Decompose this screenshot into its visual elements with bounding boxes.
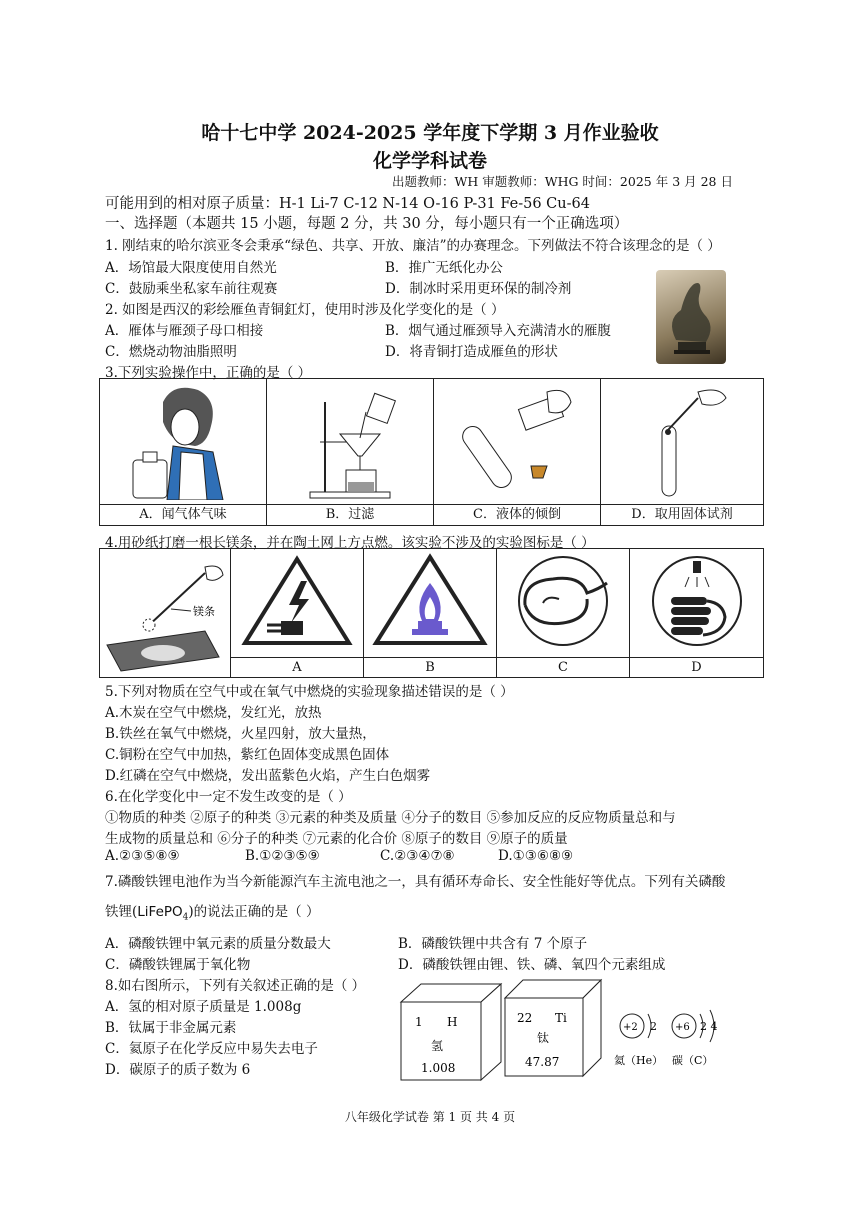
q2-option-a: A．雁体与雁颈子母口相接 [105,323,264,339]
q3-figure-table [99,378,764,526]
q3-cell-d [601,379,764,526]
he-label: 氦（He） [614,1054,664,1067]
q4-caption-c: C [497,658,630,678]
c-nucleus: +6 [675,1022,690,1033]
h-number: 1 [415,1015,423,1029]
q8-option-d: D．碳原子的质子数为 6 [105,1062,251,1078]
ti-symbol: Ti [555,1011,567,1025]
q1-option-c: C．鼓励乘坐私家车前往观赛 [105,281,278,297]
q4-cell-b [364,549,497,658]
q2-option-b: B．烟气通过雁颈导入充满清水的雁腹 [385,323,611,339]
liquid-pouring-illustration [437,382,597,500]
q7-option-b: B．磷酸铁锂中共含有 7 个原子 [398,936,588,952]
q4-caption-a: A [231,658,364,678]
q5-option-d: D.红磷在空气中燃烧，发出蓝紫色火焰，产生白色烟雾 [105,768,431,784]
atom-structure-figure [612,1006,732,1072]
q3-caption-d: D．取用固体试剂 [601,504,763,525]
q3-caption-b: B．过滤 [267,504,433,525]
q6-option-c: C.②③④⑦⑧ [380,848,455,864]
q4-cell-a [231,549,364,658]
q7-formula-sub: 4 [182,912,189,923]
q8-option-b: B．钛属于非金属元素 [105,1020,237,1036]
q1-option-b: B．推广无纸化办公 [385,260,503,276]
exam-meta: 出题教师：WH 审题教师：WHG 时间：2025 年 3 月 28 日 [392,174,733,189]
q4-caption-d: D [630,658,764,678]
solid-reagent-illustration [602,382,762,500]
q6-line1: ①物质的种类 ②原子的种类 ③元素的种类及质量 ④分子的数目 ⑤参加反应的反应物质量总和与 [105,810,676,826]
electricity-warning-icon [237,553,357,649]
q6-stem: 6.在化学变化中一定不发生改变的是（ ） [105,789,352,805]
q4-stem: 4.用砂纸打磨一根长镁条，并在陶土网上方点燃。该实验不涉及的实验图标是（ ） [105,535,595,551]
q5-stem: 5.下列对物质在空气中或在氧气中燃烧的实验现象描述错误的是（ ） [105,684,514,700]
he-nucleus: +2 [623,1022,638,1033]
q5-option-b: B.铁丝在氧气中燃烧，火星四射，放大量热， [105,726,376,742]
helium-atom [614,1014,663,1067]
q7-formula: LiFePO [137,904,183,920]
q7-option-c: C．磷酸铁锂属于氧化物 [105,957,251,973]
mg-label: 镁条 [193,605,215,618]
q3-caption-c: C．液体的倾倒 [434,504,600,525]
q1-option-a: A．场馆最大限度使用自然光 [105,260,277,276]
q5-option-a: A.木炭在空气中燃烧，发红光，放热 [105,705,322,721]
hot-surface-icon [503,553,623,649]
q2-stem: 2. 如图是西汉的彩绘雁鱼青铜釭灯，使用时涉及化学变化的是（ ） [105,302,505,318]
q1-stem: 1. 刚结束的哈尔滨亚冬会秉承“绿色、共享、开放、廉洁”的办赛理念。下列做法不符合该理念的是（ ） [105,238,721,254]
atomic-masses: 可能用到的相对原子质量：H-1 Li-7 C-12 N-14 O-16 P-31 Fe-56 Cu-64 [105,196,590,212]
bronze-lamp-photo [656,270,726,364]
carbon-atom [672,1010,718,1067]
q4-caption-b: B [364,658,497,678]
section-title: 一、选择题（本题共 15 小题，每题 2 分，共 30 分，每小题只有一个正确选项） [105,216,629,232]
q6-option-a: A.②③⑤⑧⑨ [105,848,180,864]
q8-stem: 8.如右图所示，下列有关叙述正确的是（ ） [105,978,366,994]
h-mass: 1.008 [421,1061,456,1075]
magnesium-burning-illustration [101,549,229,673]
h-name: 氢 [431,1039,444,1053]
q5-option-c: C.铜粉在空气中加热，紫红色固体变成黑色固体 [105,747,390,763]
q7-stem-line2: 铁锂(LiFePO$_4$)的说法正确的是（ ） [105,904,320,923]
cell-hydrogen [401,984,501,1080]
q1-option-d: D．制冰时采用更环保的制冷剂 [385,281,572,297]
q6-option-b: B.①②③⑤⑨ [245,848,320,864]
page-footer: 八年级化学试卷 第 1 页 共 4 页 [344,1110,516,1124]
q3-cell-a [100,379,267,526]
smell-gas-illustration [103,382,263,500]
filtration-illustration [270,382,430,500]
q7-option-d: D．磷酸铁锂由锂、铁、磷、氧四个元素组成 [398,957,666,973]
h-symbol: H [447,1015,458,1029]
c-label: 碳（C） [672,1054,714,1067]
c-shells: 2 4 [700,1020,718,1033]
page-subtitle: 化学学科试卷 [372,150,487,172]
cell-titanium [505,980,601,1076]
q4-cell-d [630,549,764,658]
q3-cell-b [267,379,434,526]
q4-figure-table [99,548,764,678]
q3-stem: 3.下列实验操作中，正确的是（ ） [105,365,312,381]
wash-hands-icon [637,553,757,649]
q3-caption-a: A．闻气体气味 [100,504,266,525]
q7-stem2-pre: 铁锂 [105,904,132,920]
ti-number: 22 [517,1011,533,1025]
page-title: 哈十七中学 2024-2025 学年度下学期 3 月作业验收 [201,122,659,144]
ti-name: 钛 [537,1031,550,1045]
q3-cell-c [434,379,601,526]
q4-cell-mg [100,549,231,678]
heating-flame-icon [370,553,490,649]
q2-option-d: D．将青铜打造成雁鱼的形状 [385,344,558,360]
q4-cell-c [497,549,630,658]
periodic-cells-figure [395,978,610,1084]
he-shells: 2 [650,1020,657,1033]
q2-option-c: C．燃烧动物油脂照明 [105,344,237,360]
q8-option-a: A．氢的相对原子质量是 1.008g [105,999,302,1015]
q7-stem2-post: 的说法正确的是（ ） [193,904,320,920]
q7-option-a: A．磷酸铁锂中氧元素的质量分数最大 [105,936,331,952]
ti-mass: 47.87 [525,1055,560,1069]
q8-option-c: C．氦原子在化学反应中易失去电子 [105,1041,318,1057]
q6-option-d: D.①③⑥⑧⑨ [498,848,574,864]
q7-stem: 7.磷酸铁锂电池作为当今新能源汽车主流电池之一，具有循环寿命长、安全性能好等优点。下列有关磷酸 [105,874,726,890]
q6-line2: 生成物的质量总和 ⑥分子的种类 ⑦元素的化合价 ⑧原子的数目 ⑨原子的质量 [105,831,568,847]
